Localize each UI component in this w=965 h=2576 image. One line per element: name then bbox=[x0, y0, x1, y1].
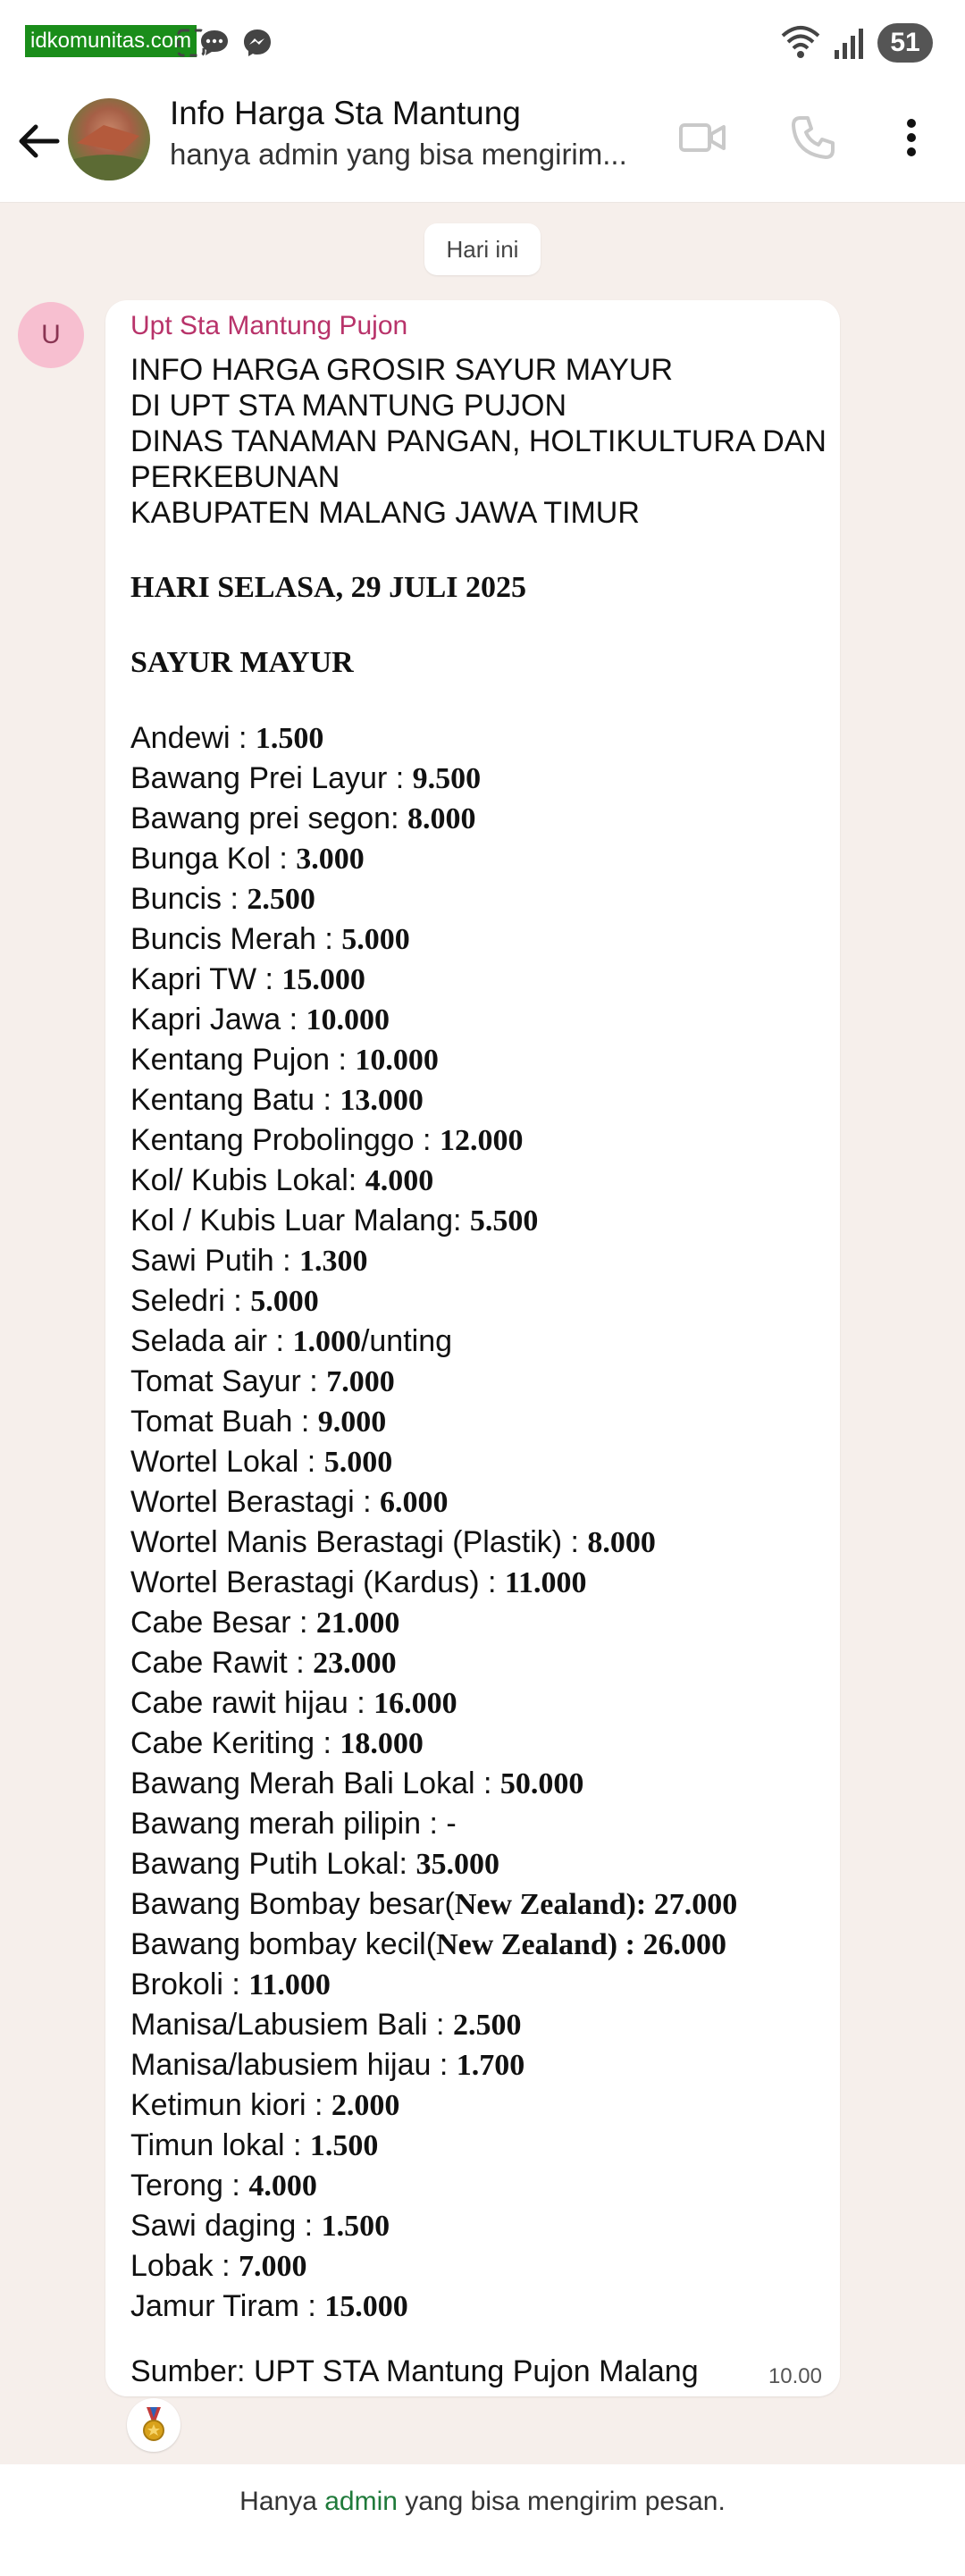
price-label: Sawi Putih : bbox=[130, 1244, 299, 1278]
price-item bbox=[130, 2007, 827, 2047]
price-value: 10.000 bbox=[355, 1044, 439, 1077]
admin-link[interactable]: admin bbox=[324, 2487, 398, 2516]
price-item bbox=[130, 881, 827, 921]
heading-line: INFO HARGA GROSIR SAYUR MAYUR bbox=[130, 353, 674, 387]
price-label: Brokoli : bbox=[130, 1968, 249, 2001]
message-text bbox=[130, 352, 827, 2389]
price-label: Bunga Kol : bbox=[130, 842, 297, 876]
wifi-icon bbox=[781, 25, 820, 61]
price-label: Tomat Buah : bbox=[130, 1405, 318, 1439]
price-item bbox=[130, 1283, 827, 1323]
price-item bbox=[130, 1685, 827, 1725]
message-time: 10.00 bbox=[768, 2364, 822, 2388]
price-item bbox=[130, 1806, 827, 1846]
price-value: 4.000 bbox=[365, 1164, 434, 1197]
price-value: 5.500 bbox=[469, 1204, 539, 1238]
price-item bbox=[130, 1122, 827, 1162]
price-label: Jamur Tiram : bbox=[130, 2289, 325, 2323]
price-label: Buncis : bbox=[130, 882, 248, 916]
watermark: idkomunitas.com bbox=[25, 25, 197, 57]
price-item bbox=[130, 1364, 827, 1404]
price-value: 12.000 bbox=[439, 1124, 524, 1157]
price-label: Bawang prei segon: bbox=[130, 801, 407, 835]
price-item bbox=[130, 1524, 827, 1565]
price-item bbox=[130, 1725, 827, 1766]
section-title: SAYUR MAYUR bbox=[130, 646, 354, 679]
video-call-icon[interactable] bbox=[676, 111, 729, 164]
price-value: 6.000 bbox=[380, 1486, 449, 1519]
price-unit: /unting bbox=[360, 1324, 453, 1358]
price-label: Kapri Jawa : bbox=[130, 1003, 306, 1036]
price-label: Kol/ Kubis Lokal: bbox=[130, 1163, 365, 1197]
price-label: Kol / Kubis Luar Malang: bbox=[130, 1204, 470, 1238]
price-label: Cabe Keriting : bbox=[130, 1726, 340, 1760]
date-chip: Hari ini bbox=[424, 223, 541, 275]
price-label: Manisa/labusiem hijau : bbox=[130, 2048, 457, 2082]
chat-header bbox=[0, 89, 965, 203]
price-item bbox=[130, 1162, 827, 1203]
report-date: HARI SELASA, 29 JULI 2025 bbox=[130, 571, 527, 604]
price-value: 2.500 bbox=[247, 883, 315, 916]
price-label: Wortel Berastagi : bbox=[130, 1485, 381, 1519]
price-list bbox=[130, 720, 827, 2328]
heading-line: PERKEBUNAN bbox=[130, 460, 340, 494]
price-value: 1.000 bbox=[292, 1325, 361, 1358]
price-value: 50.000 bbox=[499, 1767, 584, 1800]
price-value: 1.300 bbox=[298, 1245, 368, 1278]
price-value: 1.500 bbox=[309, 2129, 379, 2162]
price-value: 5.000 bbox=[250, 1285, 319, 1318]
price-value: 9.000 bbox=[317, 1405, 387, 1439]
price-label: Sawi daging : bbox=[130, 2209, 322, 2243]
price-label: Kentang Pujon : bbox=[130, 1043, 356, 1077]
sender-name[interactable]: Upt Sta Mantung Pujon bbox=[130, 311, 408, 340]
price-value: 15.000 bbox=[324, 2290, 408, 2323]
price-item bbox=[130, 2208, 827, 2248]
price-value: 13.000 bbox=[340, 1084, 424, 1117]
price-label: Lobak : bbox=[130, 2249, 239, 2283]
price-value: 1.500 bbox=[321, 2210, 390, 2243]
back-arrow-icon[interactable] bbox=[13, 114, 66, 168]
heading-line: KABUPATEN MALANG JAWA TIMUR bbox=[130, 496, 640, 530]
price-item bbox=[130, 1203, 827, 1243]
messenger-icon bbox=[241, 27, 273, 59]
price-label: Cabe Rawit : bbox=[130, 1646, 314, 1680]
admin-only-notice bbox=[0, 2464, 965, 2576]
price-label: Wortel Berastagi (Kardus) : bbox=[130, 1565, 505, 1599]
price-item bbox=[130, 2047, 827, 2087]
more-options-icon[interactable] bbox=[894, 111, 929, 164]
price-item bbox=[130, 1444, 827, 1484]
price-label: Seledri : bbox=[130, 1284, 251, 1318]
reaction-badge[interactable] bbox=[127, 2398, 180, 2452]
group-avatar[interactable] bbox=[68, 98, 150, 180]
price-item bbox=[130, 841, 827, 881]
price-value: 5.000 bbox=[341, 923, 410, 956]
price-value: 4.000 bbox=[248, 2169, 317, 2203]
price-item bbox=[130, 1243, 827, 1283]
price-label: Bawang merah pilipin : - bbox=[130, 1807, 457, 1841]
price-item bbox=[130, 2288, 827, 2328]
price-value: 35.000 bbox=[415, 1848, 499, 1881]
message-source: Sumber: UPT STA Mantung Pujon Malang bbox=[130, 2354, 699, 2388]
price-label: Kentang Probolinggo : bbox=[130, 1123, 440, 1157]
price-value: 7.000 bbox=[238, 2250, 307, 2283]
price-item bbox=[130, 1645, 827, 1685]
price-value: 2.500 bbox=[452, 2009, 522, 2042]
price-value: 3.000 bbox=[296, 843, 365, 876]
price-label: Bawang Prei Layur : bbox=[130, 761, 413, 795]
price-value: 1.500 bbox=[255, 722, 324, 755]
price-value: New Zealand): 27.000 bbox=[454, 1888, 738, 1921]
price-value: New Zealand) : 26.000 bbox=[436, 1928, 726, 1961]
price-value: 11.000 bbox=[248, 1968, 331, 2001]
price-item bbox=[130, 2087, 827, 2127]
price-item bbox=[130, 2248, 827, 2288]
heading-line: DINAS TANAMAN PANGAN, HOLTIKULTURA DAN bbox=[130, 424, 827, 458]
group-title[interactable]: Info Harga Sta Mantung bbox=[170, 95, 521, 131]
price-label: Bawang Bombay besar( bbox=[130, 1887, 455, 1921]
price-label: Wortel Manis Berastagi (Plastik) : bbox=[130, 1525, 588, 1559]
notice-prefix: Hanya bbox=[239, 2487, 325, 2516]
price-value: 1.700 bbox=[456, 2049, 525, 2082]
price-value: 9.500 bbox=[412, 762, 482, 795]
price-item bbox=[130, 1082, 827, 1122]
price-item bbox=[130, 961, 827, 1002]
price-value: 5.000 bbox=[323, 1446, 393, 1479]
price-item bbox=[130, 921, 827, 961]
price-value: 15.000 bbox=[281, 963, 365, 996]
price-label: Selada air : bbox=[130, 1324, 293, 1358]
price-value: 8.000 bbox=[587, 1526, 656, 1559]
price-item bbox=[130, 1846, 827, 1886]
price-item bbox=[130, 720, 827, 760]
medal-icon bbox=[127, 2398, 180, 2452]
price-item bbox=[130, 1605, 827, 1645]
price-label: Bawang bombay kecil( bbox=[130, 1927, 437, 1961]
price-label: Ketimun kiori : bbox=[130, 2088, 331, 2122]
price-value: 7.000 bbox=[326, 1365, 395, 1398]
heading-line: DI UPT STA MANTUNG PUJON bbox=[130, 389, 567, 423]
chat-notification-icon bbox=[198, 27, 231, 59]
price-value: 11.000 bbox=[504, 1566, 587, 1599]
price-label: Timun lokal : bbox=[130, 2128, 310, 2162]
price-item bbox=[130, 1926, 827, 1967]
price-label: Wortel Lokal : bbox=[130, 1445, 324, 1479]
price-label: Cabe Besar : bbox=[130, 1606, 316, 1640]
price-item bbox=[130, 2127, 827, 2168]
price-item bbox=[130, 1002, 827, 1042]
voice-call-icon[interactable] bbox=[786, 111, 840, 164]
price-value: 8.000 bbox=[407, 802, 476, 835]
price-value: 16.000 bbox=[373, 1687, 457, 1720]
battery-indicator: 51 bbox=[877, 23, 933, 63]
price-item bbox=[130, 1886, 827, 1926]
group-subtitle[interactable]: hanya admin yang bisa mengirim... bbox=[170, 138, 627, 171]
sender-avatar[interactable]: U bbox=[18, 302, 84, 368]
price-label: Kentang Batu : bbox=[130, 1083, 340, 1117]
price-value: 21.000 bbox=[315, 1607, 400, 1640]
price-value: 2.000 bbox=[331, 2089, 400, 2122]
price-item bbox=[130, 1042, 827, 1082]
price-value: 23.000 bbox=[313, 1647, 397, 1680]
price-item bbox=[130, 1484, 827, 1524]
price-label: Buncis Merah : bbox=[130, 922, 342, 956]
price-label: Bawang Putih Lokal: bbox=[130, 1847, 416, 1881]
price-label: Kapri TW : bbox=[130, 962, 282, 996]
price-item bbox=[130, 1766, 827, 1806]
notice-suffix: yang bisa mengirim pesan. bbox=[397, 2487, 726, 2516]
price-label: Manisa/Labusiem Bali : bbox=[130, 2008, 453, 2042]
price-value: 18.000 bbox=[340, 1727, 424, 1760]
price-item bbox=[130, 1565, 827, 1605]
price-label: Tomat Sayur : bbox=[130, 1364, 327, 1398]
price-item bbox=[130, 2168, 827, 2208]
price-label: Bawang Merah Bali Lokal : bbox=[130, 1766, 500, 1800]
price-item bbox=[130, 801, 827, 841]
price-label: Cabe rawit hijau : bbox=[130, 1686, 374, 1720]
price-label: Andewi : bbox=[130, 721, 256, 755]
price-item bbox=[130, 1967, 827, 2007]
price-item bbox=[130, 1323, 827, 1364]
status-bar bbox=[0, 0, 965, 89]
price-item bbox=[130, 1404, 827, 1444]
message-bubble[interactable] bbox=[105, 300, 840, 2396]
price-item bbox=[130, 760, 827, 801]
price-value: 10.000 bbox=[306, 1003, 390, 1036]
price-label: Terong : bbox=[130, 2169, 249, 2203]
signal-icon bbox=[833, 25, 865, 61]
